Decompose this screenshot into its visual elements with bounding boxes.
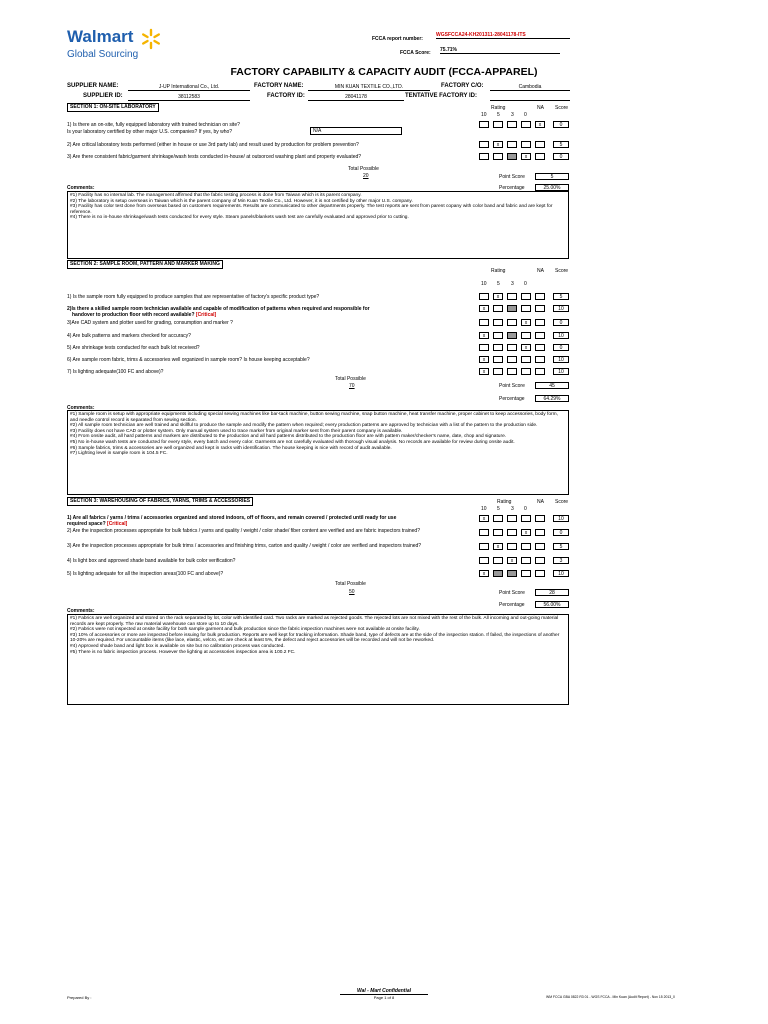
walmart-logo-text: Walmart: [67, 27, 134, 46]
tentative-id-value: [490, 94, 570, 101]
s3-question-1-line2: [67, 521, 127, 527]
s3q2-rate-0[interactable]: x: [521, 529, 531, 536]
supplier-id-value: 38112583: [128, 94, 250, 101]
s3-comments-label: Comments:: [67, 608, 95, 614]
s2q6-rate-0[interactable]: [521, 356, 531, 363]
fcca-score-value: 75.71%: [440, 47, 560, 54]
s3-comment-4: #4) Approved shade band and light box is available on site but no calibration process was conducted.: [70, 643, 285, 649]
s3-comment-3: #3) 10% of accessories or more are inspected before issuing for bulk production. Reports are well kept for tracking information. Shade band, type of defects are at the side of the inspection station. If failed, the inspections of another 10-20% are required. For uncountable items (like lace, elastic, velcro, etc are check at least 5%, the defect and reject accessories will be recorded and will not be reworked.: [70, 632, 560, 644]
s3q1-rate-3[interactable]: [507, 515, 517, 522]
s3-r3: 3: [511, 506, 514, 512]
s2q5-rate-10[interactable]: [479, 344, 489, 351]
s2-r3: 3: [511, 281, 514, 287]
s2q1-score: 5: [553, 293, 569, 300]
s1q1-rate-5[interactable]: [493, 121, 503, 128]
s3q3-rate-10[interactable]: [479, 543, 489, 550]
tentative-id-label: TENTATIVE FACTORY ID:: [405, 93, 478, 99]
s2q6-rate-5[interactable]: [493, 356, 503, 363]
s3-percentage-value: 56.00%: [535, 601, 569, 608]
s2-comments-box: [67, 410, 569, 495]
factory-co-value: Cambodia: [490, 84, 570, 91]
s3q4-rate-10[interactable]: [479, 557, 489, 564]
s3q1-rate-0[interactable]: [521, 515, 531, 522]
s3-comments-box: [67, 614, 569, 705]
s2-percentage-value: 64.29%: [535, 395, 569, 402]
s2-score-header: Score: [555, 268, 569, 274]
s1-r0: 0: [524, 112, 527, 118]
factory-co-label: FACTORY C/O:: [441, 83, 484, 89]
s2q4-rate-3[interactable]: [507, 332, 517, 339]
s2q1-rate-0[interactable]: [521, 293, 531, 300]
s3q2-rate-5[interactable]: [493, 529, 503, 536]
s2-rating-header: Rating: [491, 268, 506, 274]
s2-percentage-label: Percentage: [499, 396, 525, 402]
s1q3-rate-0[interactable]: x: [521, 153, 531, 160]
s2q7-rate-3[interactable]: [507, 368, 517, 375]
s2q7-na[interactable]: [535, 368, 545, 375]
s2q3-score: 0: [553, 319, 569, 326]
s3q3-score: 5: [553, 543, 569, 550]
s1q2-score: 5: [553, 141, 569, 148]
s2q1-rate-3[interactable]: [507, 293, 517, 300]
s2-comment-6: #6) Sample fabrics, trims & accessories are well organized and kept in racks with identification. The house keeping is nice with record of audit available.: [70, 445, 392, 451]
s2q7-rate-0[interactable]: [521, 368, 531, 375]
s2q6-na[interactable]: [535, 356, 545, 363]
s1-comments-box: [67, 191, 569, 259]
s2-r0: 0: [524, 281, 527, 287]
s2-comment-2: #2) All sample room technician are well trained and skillful to produce the sample and modify the pattern when required; every production patterns are approved by technician with a list of the pattern to the production side.: [70, 423, 538, 429]
s3q3-rate-3[interactable]: [507, 543, 517, 550]
s2q4-rate-10[interactable]: x: [479, 332, 489, 339]
s1q1-rate-10[interactable]: [479, 121, 489, 128]
s3-question-2: 2) Are the inspection processes appropriate for bulk fabrics / yarns and quality / weight / color shade/ fiber content are verified and are fabric inspectors trained?: [67, 528, 420, 534]
s2-comment-1: #1) Sample room is setup with appropriate equipments including special sewing machines like bar-tack machine, button sewing machine, snap button machine, heat transfer machine, proper cabinet to keep accessories, body form, and needle control record is separated from sewing section.: [70, 412, 558, 423]
supplier-id-label: SUPPLIER ID:: [83, 93, 123, 99]
s2q3-rate-5[interactable]: [493, 319, 503, 326]
s1-comment-3: #3) Facility has color test done from overseas based on customers requirements. Results are communicated to other departments properly. The test reports are sent from parent copany with color band and fabric and are kept for reference.: [70, 204, 553, 215]
s2q2-score: 10: [553, 305, 569, 312]
s2-r5: 5: [497, 281, 500, 287]
s2q3-rate-0[interactable]: x: [521, 319, 531, 326]
s1q3-score: 0: [553, 153, 569, 160]
s3q5-rate-5[interactable]: [493, 570, 503, 577]
s1-certified-by-input[interactable]: N/A: [310, 127, 402, 135]
s2-comment-4: #4) From onsite audit, all hard patterns and markers are distributed to the production and all hard patterns distributed to the production floor are with pattern maker/checker's name, date, chop and signature.: [70, 434, 507, 440]
s1q2-rate-3[interactable]: [507, 141, 517, 148]
s3-comment-5: #5) There is no fabric inspection process. However the lighting at accessories inspection area is 100.2 FC.: [70, 649, 296, 655]
s3-comment-2: #2) Fabrics were not inspected at onsite facility for both sample garment and bulk production since the fabric inspection machines were not available at onsite facility.: [70, 627, 420, 633]
s3-na-header: NA: [537, 499, 544, 505]
s2-total-possible-label: Total Possible: [335, 376, 366, 382]
s2q5-rate-5[interactable]: [493, 344, 503, 351]
s2q4-rate-5[interactable]: [493, 332, 503, 339]
page-title: FACTORY CAPABILITY & CAPACITY AUDIT (FCCA-APPAREL): [230, 66, 538, 78]
s3-question-1: 1) Are all fabrics / yarns / trims / accessories organized and stored indoors, off of floors, and remain covered / protected until ready for use: [67, 515, 397, 521]
global-sourcing-text: Global Sourcing: [67, 49, 139, 60]
report-number-label: FCCA report number:: [372, 36, 423, 42]
s2-question-5: 5) Are shrinkage tests conducted for each bulk lot received?: [67, 345, 200, 351]
factory-id-label: FACTORY ID:: [267, 93, 305, 99]
s3-score-header: Score: [555, 499, 569, 505]
s2-point-score-label: Point Score: [499, 383, 525, 389]
s1-comments-label: Comments:: [67, 185, 95, 191]
s2q7-score: 10: [553, 368, 569, 375]
s2q6-rate-3[interactable]: [507, 356, 517, 363]
s1-r3: 3: [511, 112, 514, 118]
s2-question-2: 2)Is there a skilled sample room technician available and capable of modification of patterns when required and responsible for: [67, 306, 370, 312]
s3q5-rate-10[interactable]: x: [479, 570, 489, 577]
s2-total-possible-value: 70: [349, 383, 355, 389]
s3q4-rate-5[interactable]: [493, 557, 503, 564]
s3q1-na[interactable]: [535, 515, 545, 522]
s1-r10: 10: [481, 112, 487, 118]
s2q4-rate-0[interactable]: [521, 332, 531, 339]
s2q2-rate-5[interactable]: [493, 305, 503, 312]
walmart-spark-icon: [140, 28, 162, 50]
section2-title: SECTION 2: SAMPLE ROOM, PATTERN AND MARKER MAKING: [67, 260, 223, 269]
s3-point-score-value: 28: [535, 589, 569, 596]
s3-total-possible-value: 50: [349, 589, 355, 595]
s3q4-rate-3[interactable]: x: [507, 557, 517, 564]
s3q3-rate-0[interactable]: [521, 543, 531, 550]
s2-na-header: NA: [537, 268, 544, 274]
s2q2-na[interactable]: [535, 305, 545, 312]
s1-comment-2: #2) The laboratory is setup overseas in Taiwan which is the parent company of Min Kuan Textile Co., Ltd. However, it is not certified by other major U.S. company.: [70, 198, 413, 204]
s2-r10: 10: [481, 281, 487, 287]
section3-title: SECTION 3: WAREHOUSING OF FABRICS, YARNS, TRIMS & ACCESSORIES: [67, 497, 253, 506]
s2-question-3: 3)Are CAD system and plotter used for grading, consumption and marker ?: [67, 320, 233, 326]
s1-na-header: NA: [537, 105, 544, 111]
s1-question-2: 2) Are critical laboratory tests performed (either in house or use 3rd party lab) and result used by production for problem prevention?: [67, 142, 359, 148]
s3q1-score: 10: [553, 515, 569, 522]
s3-point-score-label: Point Score: [499, 590, 525, 596]
s1q1-score: 0: [553, 121, 569, 128]
s2q3-rate-3[interactable]: [507, 319, 517, 326]
s3q2-na[interactable]: [535, 529, 545, 536]
factory-name-value: MIN KUAN TEXTILE CO.,LTD.: [308, 84, 430, 91]
s3q1-rate-10[interactable]: x: [479, 515, 489, 522]
s3q3-rate-5[interactable]: x: [493, 543, 503, 550]
s1-percentage-value: 25.00%: [535, 184, 569, 191]
s2q3-rate-10[interactable]: [479, 319, 489, 326]
s3-rating-header: Rating: [497, 499, 512, 505]
s1q3-rate-3[interactable]: [507, 153, 517, 160]
s1q3-rate-10[interactable]: [479, 153, 489, 160]
s3-r0: 0: [524, 506, 527, 512]
footer-doc-reference: WM FCCA GBA 0822 R3 01 - WGS FCCA - Min Kuan (Audit Report) - Nov 15 2013_0: [546, 995, 675, 999]
s2-comments-label: Comments:: [67, 405, 95, 411]
s2q3-na[interactable]: [535, 319, 545, 326]
s2q7-rate-10[interactable]: x: [479, 368, 489, 375]
s2-point-score-value: 45: [535, 382, 569, 389]
s3q3-na[interactable]: [535, 543, 545, 550]
s3-r5: 5: [497, 506, 500, 512]
s3-q1-critical-flag: [Critical]: [107, 521, 128, 527]
s1q3-na[interactable]: [535, 153, 545, 160]
s2-q2-critical-flag: [Critical]: [195, 312, 217, 318]
s1-r5: 5: [497, 112, 500, 118]
s3q2-rate-3[interactable]: [507, 529, 517, 536]
footer-confidential: Wal - Mart Confidential: [356, 988, 412, 994]
report-number-value: WGSFCCA24-KH201311-28041178-ITS: [436, 32, 570, 39]
s1-score-header: Score: [555, 105, 569, 111]
s1q1-rate-0[interactable]: [521, 121, 531, 128]
s2-comment-3: #3) Facility does not have CAD or plotter system. Only manual system used to trace marker from original marker sent from their parent company is available.: [70, 428, 403, 434]
footer-prepared-by: Prepared By :: [67, 995, 92, 1000]
s1q2-rate-10[interactable]: [479, 141, 489, 148]
footer-page-number: Page 1 of 8: [373, 995, 395, 1000]
s2q1-rate-10[interactable]: [479, 293, 489, 300]
s3q4-score: 3: [553, 557, 569, 564]
s2-comment-7: #7) Lighting level in sample room is 104.5 FC.: [70, 451, 168, 457]
s3-question-4: 4) Is light box and approved shade band available for bulk color verification?: [67, 558, 236, 564]
s2q5-na[interactable]: [535, 344, 545, 351]
s3-percentage-label: Percentage: [499, 602, 525, 608]
s3-question-3: 3) Are the inspection processes appropriate for bulk trims / accessories and finishing trims, carton and quality / weight / color are verified and inspectors trained?: [67, 543, 422, 549]
s2q1-na[interactable]: [535, 293, 545, 300]
s2q6-rate-10[interactable]: x: [479, 356, 489, 363]
s3-total-possible-label: Total Possible: [335, 581, 366, 587]
s3-question-5: 5) Is lighting adequate for all the inspection areas(100 FC and above)?: [67, 571, 224, 577]
s3q5-rate-0[interactable]: [521, 570, 531, 577]
s2q4-score: 10: [553, 332, 569, 339]
s2q5-rate-0[interactable]: x: [521, 344, 531, 351]
s2-question-4: 4) Are bulk patterns and markers checked for accuracy?: [67, 333, 191, 339]
s1-question-1b: Is your laboratory certified by other major U.S. companies? If yes, by who?: [67, 129, 233, 135]
s2q2-rate-0[interactable]: [521, 305, 531, 312]
s2q4-na[interactable]: [535, 332, 545, 339]
s2q1-rate-5[interactable]: x: [493, 293, 503, 300]
s1-percentage-label: Percentage: [499, 185, 525, 191]
s3q4-na[interactable]: [535, 557, 545, 564]
s3q2-rate-10[interactable]: [479, 529, 489, 536]
s1-comment-1: #1) Facility has no internal lab. The management affirmed that the fabric testing process is done from Taiwan which is its parent company.: [70, 193, 362, 198]
supplier-name-value: J-UP International Co., Ltd.: [128, 84, 250, 91]
s2q2-rate-3[interactable]: [507, 305, 517, 312]
s2-question-2b: handover to production floor with record available?: [72, 312, 195, 318]
s3q4-rate-0[interactable]: [521, 557, 531, 564]
s3-question-1b: required space?: [67, 521, 106, 527]
s1-total-possible-label: Total Possible: [348, 166, 379, 172]
section1-title: SECTION 1: ON-SITE LABORATORY: [67, 103, 159, 112]
s2q6-score: 10: [553, 356, 569, 363]
s1-question-1: 1) Is there an on-site, fully equipped laboratory with trained technician on site?: [67, 122, 240, 128]
s3q2-score: 0: [553, 529, 569, 536]
s1-question-3: 3) Are there consistent fabric/garment shrinkage/wash tests conducted in-house/ at outsorced washing plant and property evaluated?: [67, 154, 362, 160]
factory-id-value: 28041178: [308, 94, 404, 101]
s3q5-score: 10: [553, 570, 569, 577]
s2-question-7: 7) Is lighting adequate(100 FC and above)?: [67, 369, 164, 375]
s2q5-score: 0: [553, 344, 569, 351]
s1-point-score-value: 5: [535, 173, 569, 180]
s1q3-rate-5[interactable]: [493, 153, 503, 160]
s3-r10: 10: [481, 506, 487, 512]
s1q2-rate-5[interactable]: x: [493, 141, 503, 148]
s2q5-rate-3[interactable]: [507, 344, 517, 351]
s1q1-na[interactable]: x: [535, 121, 545, 128]
s1-total-possible-value: 20: [363, 173, 369, 179]
s1-point-score-label: Point Score: [499, 174, 525, 180]
factory-name-label: FACTORY NAME:: [254, 83, 304, 89]
s1-comment-4: #4) There is no in-house shrinkage/wash tests conducted for every style. Steam panels/blankets wash test are carefully evaluated and approved prior to cutting.: [70, 215, 409, 221]
s2-question-6: 6) Are sample room fabric, trims & accessories well organized in sample room? Is house keeping acceptable?: [67, 357, 310, 363]
s1q1-rate-3[interactable]: [507, 121, 517, 128]
s2-comment-5: #5) No in-house wash tests are conducted for every style, every batch and every color. Garments are not carefully evaluated with thorough visual analysis. No records are available for review during onsite audit.: [70, 439, 515, 445]
s3q5-rate-3[interactable]: [507, 570, 517, 577]
s3q1-rate-5[interactable]: [493, 515, 503, 522]
s2-question-2-line2: [72, 312, 216, 318]
supplier-name-label: SUPPLIER NAME:: [67, 83, 119, 89]
s1-rating-header: Rating: [491, 105, 506, 111]
s2q7-rate-5[interactable]: [493, 368, 503, 375]
s2-question-1: 1) Is the sample room fully equipped to produce samples that are representative of factory's specific product type?: [67, 294, 320, 300]
s3-comment-1: #1) Fabrics are well organized and stored on the rack separated by lot, color with identified card. Two racks are marked as rejected goods. The rejected lots are not mixed with the rest of the bulk. All incoming and out-going material records are kept properly. The raw material warehouse can store up to 10 days.: [70, 616, 559, 627]
s1q2-rate-0[interactable]: [521, 141, 531, 148]
s1q2-na[interactable]: [535, 141, 545, 148]
s3q5-na[interactable]: [535, 570, 545, 577]
s2q2-rate-10[interactable]: x: [479, 305, 489, 312]
fcca-score-label: FCCA Score:: [400, 50, 431, 56]
